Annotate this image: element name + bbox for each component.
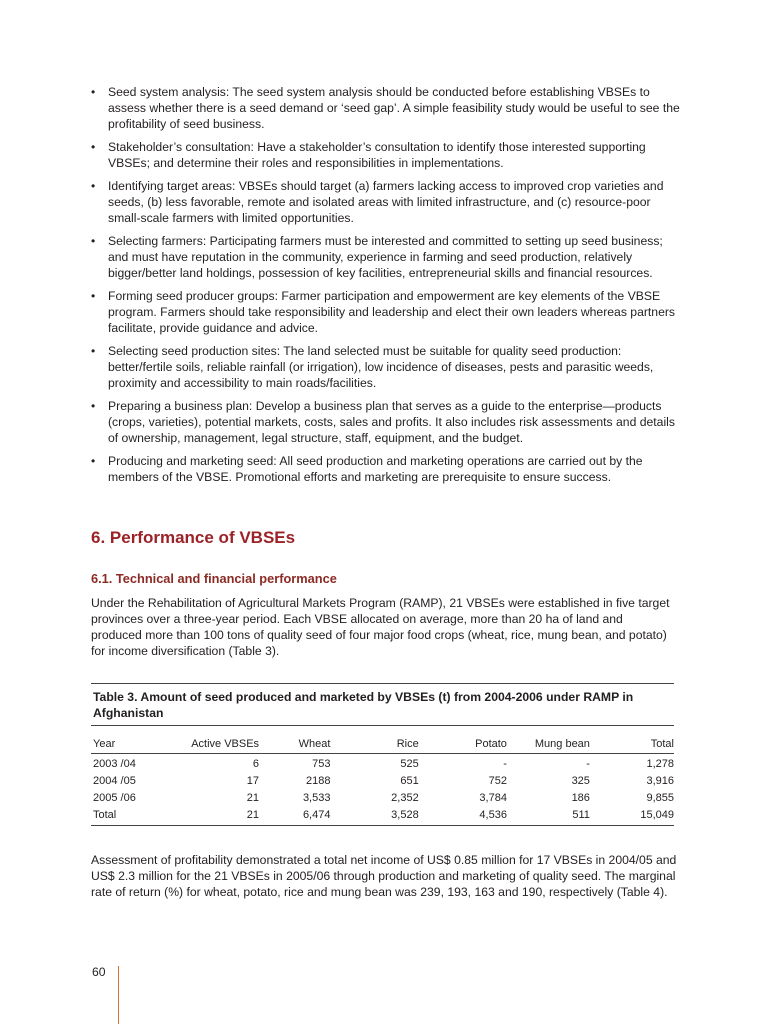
seed-production-table [91, 726, 674, 826]
table-cell: - [586, 758, 590, 770]
table-row-total [91, 806, 674, 826]
page-number: 60 [92, 965, 106, 979]
section-heading: 6. Performance of VBSEs [91, 528, 296, 547]
margin-rule [118, 966, 119, 1024]
table-cell: 9,855 [646, 792, 674, 804]
table-cell: 2188 [305, 775, 331, 787]
column-header: Active VBSEs [158, 726, 259, 754]
table-cell: 3,528 [330, 806, 418, 826]
list-item: • Identifying target areas: VBSEs should target (a) farmers lacking access to improved crop varieties and seeds, (b) less favorable, remote and isolated areas with limited infrastructure, and (c) resource-poor small-scale farmers with limited opportunities. [91, 178, 681, 226]
table-cell: 511 [507, 806, 590, 826]
list-item: • Stakeholder’s consultation: Have a stakeholder’s consultation to identify those interested supporting VBSEs; and determine their roles and responsibilities in implementations. [91, 139, 681, 171]
data-table-block [91, 683, 674, 826]
table-cell: 1,278 [646, 758, 674, 770]
table-row [91, 754, 674, 773]
table-cell: 15,049 [590, 806, 674, 826]
table-cell: 17 [246, 775, 260, 787]
table-cell: 6,474 [259, 806, 330, 826]
table-cell: 3,916 [646, 775, 674, 787]
list-item: • Preparing a business plan: Develop a business plan that serves as a guide to the enterprise—products (crops, varieties), potential markets, costs, sales and profits. It also includes risk assessments and details of ownership, management, legal structure, staff, equipment, and the budget. [91, 398, 681, 446]
table-cell: 2003 /04 [93, 758, 136, 770]
table-cell: - [503, 758, 507, 770]
table-header-row [91, 726, 674, 754]
column-header: Year [91, 726, 158, 754]
column-header: Mung bean [507, 726, 590, 754]
list-item: • Forming seed producer groups: Farmer participation and empowerment are key elements of the VBSE program. Farmers should take responsibility and leadership and elect their own leaders whereas partners facilitate, provide guidance and advice. [91, 288, 681, 336]
table-cell: 2005 /06 [93, 792, 136, 804]
table-row [91, 789, 674, 806]
table-cell: Total [91, 806, 158, 826]
list-item: • Producing and marketing seed: All seed production and marketing operations are carried out by the members of the VBSE. Promotional efforts and marketing are prerequisite to ensure success. [91, 453, 681, 485]
recommendation-list [91, 84, 681, 492]
table-cell: 752 [488, 775, 507, 787]
table-cell: 525 [400, 758, 419, 770]
table-cell: 325 [571, 775, 590, 787]
subsection-heading: 6.1. Technical and financial performance [91, 571, 337, 586]
list-item: • Seed system analysis: The seed system analysis should be conducted before establishing VBSEs to assess whether there is a seed demand or ‘seed gap’. A simple feasibility study would be useful to see the profitability of seed business. [91, 84, 681, 132]
table-caption: Table 3. Amount of seed produced and marketed by VBSEs (t) from 2004-2006 under RAMP in Afghanistan [91, 683, 674, 726]
table-cell: 753 [312, 758, 331, 770]
table-row [91, 772, 674, 789]
column-header: Potato [419, 726, 507, 754]
table-cell: 651 [400, 775, 419, 787]
table-cell: 3,533 [302, 792, 331, 804]
body-paragraph: Assessment of profitability demonstrated a total net income of US$ 0.85 million for 17 VBSEs in 2004/05 and US$ 2.3 million for the 21 VBSEs in 2005/06 through production and marketing of quality seed. The marginal rate of return (%) for wheat, potato, rice and mung bean was 239, 193, 163 and 190, respectively (Table 4). [91, 853, 677, 899]
column-header: Wheat [259, 726, 330, 754]
table-cell: 2,352 [391, 792, 419, 804]
table-cell: 3,784 [479, 792, 507, 804]
table-cell: 21 [246, 792, 260, 804]
table-cell: 186 [571, 792, 590, 804]
table-cell: 6 [252, 758, 260, 770]
table-cell: 21 [158, 806, 259, 826]
body-paragraph: Under the Rehabilitation of Agricultural Markets Program (RAMP), 21 VBSEs were established in five target provinces over a three-year period. Each VBSE allocated on average, more than 20 ha of land and produced more than 100 tons of quality seed of four major food crops (wheat, rice, mung bean, and potato) for income diversification (Table 3). [91, 596, 670, 658]
column-header: Total [590, 726, 674, 754]
column-header: Rice [330, 726, 418, 754]
table-cell: 2004 /05 [93, 775, 136, 787]
table-cell: 4,536 [419, 806, 507, 826]
list-item: • Selecting seed production sites: The land selected must be suitable for quality seed production: better/fertile soils, reliable rainfall (or irrigation), low incidence of diseases, pests and parasitic weeds, proximity and accessibility to main roads/facilities. [91, 343, 681, 391]
list-item: • Selecting farmers: Participating farmers must be interested and committed to setting up seed business; and must have reputation in the community, experience in farming and seed production, relatively bigger/better land holdings, possession of key facilities, entrepreneurial skills and financial resources. [91, 233, 681, 281]
